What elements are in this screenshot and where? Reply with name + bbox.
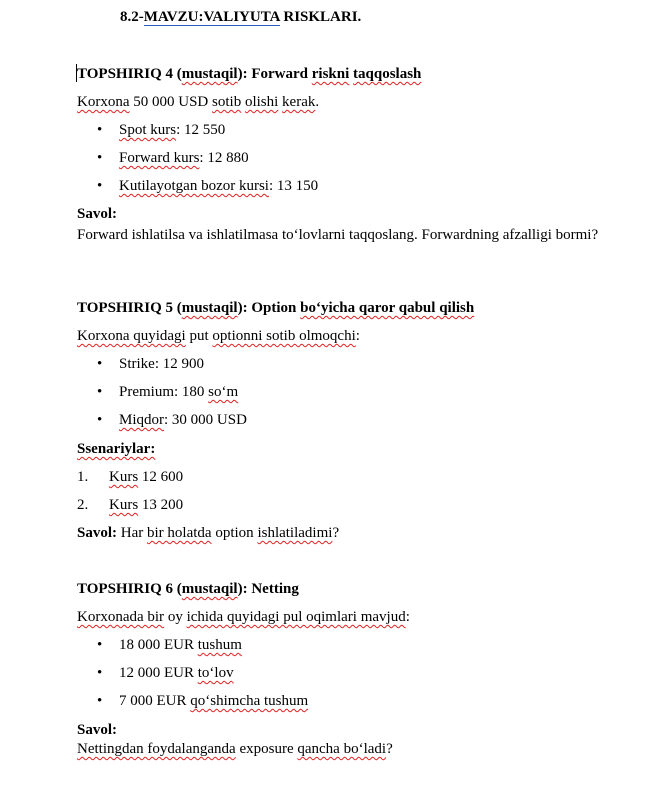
list-item xyxy=(119,383,238,401)
scenario-value: 13 200 xyxy=(138,497,184,513)
task5-scenarios-label xyxy=(77,440,155,458)
task5-heading xyxy=(77,299,474,317)
intro-text: : xyxy=(355,328,360,344)
intro-text: Korxona quyidagi xyxy=(77,328,186,344)
task4-question-label: Savol: xyxy=(77,206,118,222)
item-value: qo‘shimcha tushum xyxy=(190,693,309,709)
bullet-icon: • xyxy=(97,178,103,194)
item-label: Strike xyxy=(119,356,155,372)
question-text: Nettingdan foydalanganda xyxy=(77,741,236,757)
task5-intro xyxy=(77,327,360,345)
item-label: 18 000 EUR xyxy=(119,637,198,653)
intro-text: ichida quyidagi pul oqimlari mavjud xyxy=(186,609,406,625)
scenario-label: Kurs xyxy=(109,497,139,513)
heading-text: bo‘yicha qaror qabul qilish xyxy=(300,300,475,316)
scenario-value: 12 600 xyxy=(138,469,184,485)
bullet-icon: • xyxy=(97,384,103,400)
item-value: to‘lov xyxy=(197,665,234,681)
title-link[interactable]: MAVZU:VALIYUTA xyxy=(143,9,280,25)
bullet-icon: • xyxy=(97,150,103,166)
item-value: tushum xyxy=(197,637,242,653)
item-label: 12 000 EUR xyxy=(119,665,198,681)
task4-question-text: Forward ishlatilsa va ishlatilmasa to‘lovlarni taqqoslang. Forwardning afzalligi bormi? xyxy=(77,227,599,243)
scenario-item xyxy=(109,496,183,514)
bullet-icon: • xyxy=(97,665,103,681)
question-text: exposure xyxy=(235,741,298,757)
item-value: : 12 880 xyxy=(199,150,249,166)
document-title xyxy=(120,8,361,26)
list-number: 1. xyxy=(77,469,89,485)
task5-question xyxy=(77,524,339,542)
question-text: ? xyxy=(386,741,393,757)
item-label: Kutilayotgan bozor kursi xyxy=(119,178,269,194)
task4-intro xyxy=(77,93,319,111)
heading-text: ): Forward xyxy=(237,66,312,82)
list-item xyxy=(119,121,225,139)
task6-heading xyxy=(77,580,299,598)
item-label: Premium: 180 xyxy=(119,384,209,400)
intro-text: Korxona xyxy=(77,94,130,110)
intro-text: optionni sotib olmoqchi xyxy=(212,328,356,344)
heading-text: mustaqil xyxy=(181,66,238,82)
heading-text: TOPSHIRIQ 4 ( xyxy=(77,66,182,82)
item-value: so‘m xyxy=(208,384,239,400)
item-value: : 12 900 xyxy=(154,356,205,372)
list-item xyxy=(119,636,242,654)
intro-text: 50 000 USD xyxy=(129,94,213,110)
bullet-icon: • xyxy=(97,122,103,138)
heading-text: TOPSHIRIQ 5 ( xyxy=(77,300,182,316)
title-suffix: RISKLARI. xyxy=(279,9,362,25)
item-label: Miqdor xyxy=(119,412,164,428)
question-label: Savol: xyxy=(77,525,118,541)
bullet-icon: • xyxy=(97,412,103,428)
list-number: 2. xyxy=(77,497,89,513)
intro-text: olishi xyxy=(244,94,279,110)
intro-text: Korxonada bir xyxy=(77,609,165,625)
list-item xyxy=(119,411,247,429)
intro-text: . xyxy=(315,94,320,110)
heading-text: riskni xyxy=(311,66,350,82)
heading-text: mustaqil xyxy=(181,581,238,597)
bullet-icon: • xyxy=(97,356,103,372)
item-label: Spot kurs xyxy=(119,122,177,138)
task6-question xyxy=(77,740,393,758)
heading-text: taqqoslash xyxy=(353,66,422,82)
question-text: option xyxy=(211,525,258,541)
item-value: : 12 550 xyxy=(176,122,226,138)
bullet-icon: • xyxy=(97,637,103,653)
intro-text: kerak xyxy=(282,94,316,110)
task6-question-label: Savol: xyxy=(77,722,118,738)
intro-text: sotib xyxy=(212,94,242,110)
heading-text: mustaqil xyxy=(181,300,238,316)
item-value: : 13 150 xyxy=(268,178,319,194)
heading-text: ): Netting xyxy=(237,581,299,597)
question-text: qancha bo‘ladi xyxy=(297,741,387,757)
scenario-label: Kurs xyxy=(109,469,139,485)
item-label: Forward kurs xyxy=(119,150,200,166)
question-text: ? xyxy=(332,525,340,541)
question-text: bir holatda xyxy=(147,525,212,541)
question-text: Har xyxy=(117,525,148,541)
item-label: 7 000 EUR xyxy=(119,693,191,709)
intro-text: put xyxy=(185,328,213,344)
list-item xyxy=(119,664,234,682)
item-value: : 30 000 USD xyxy=(164,412,247,428)
list-item xyxy=(119,149,249,167)
intro-text: oy xyxy=(164,609,187,625)
intro-text: : xyxy=(405,609,410,625)
question-text: ishlatiladimi xyxy=(257,525,333,541)
task6-intro xyxy=(77,608,410,626)
heading-text: ): Option xyxy=(237,300,301,316)
scenarios-label: Ssenariylar: xyxy=(77,441,156,457)
list-item xyxy=(119,355,204,373)
bullet-icon: • xyxy=(97,693,103,709)
list-item xyxy=(119,177,318,195)
list-item xyxy=(119,692,308,710)
heading-text: TOPSHIRIQ 6 ( xyxy=(77,581,182,597)
scenario-item xyxy=(109,468,183,486)
title-prefix: 8.2- xyxy=(120,9,144,25)
task4-heading xyxy=(77,65,421,83)
